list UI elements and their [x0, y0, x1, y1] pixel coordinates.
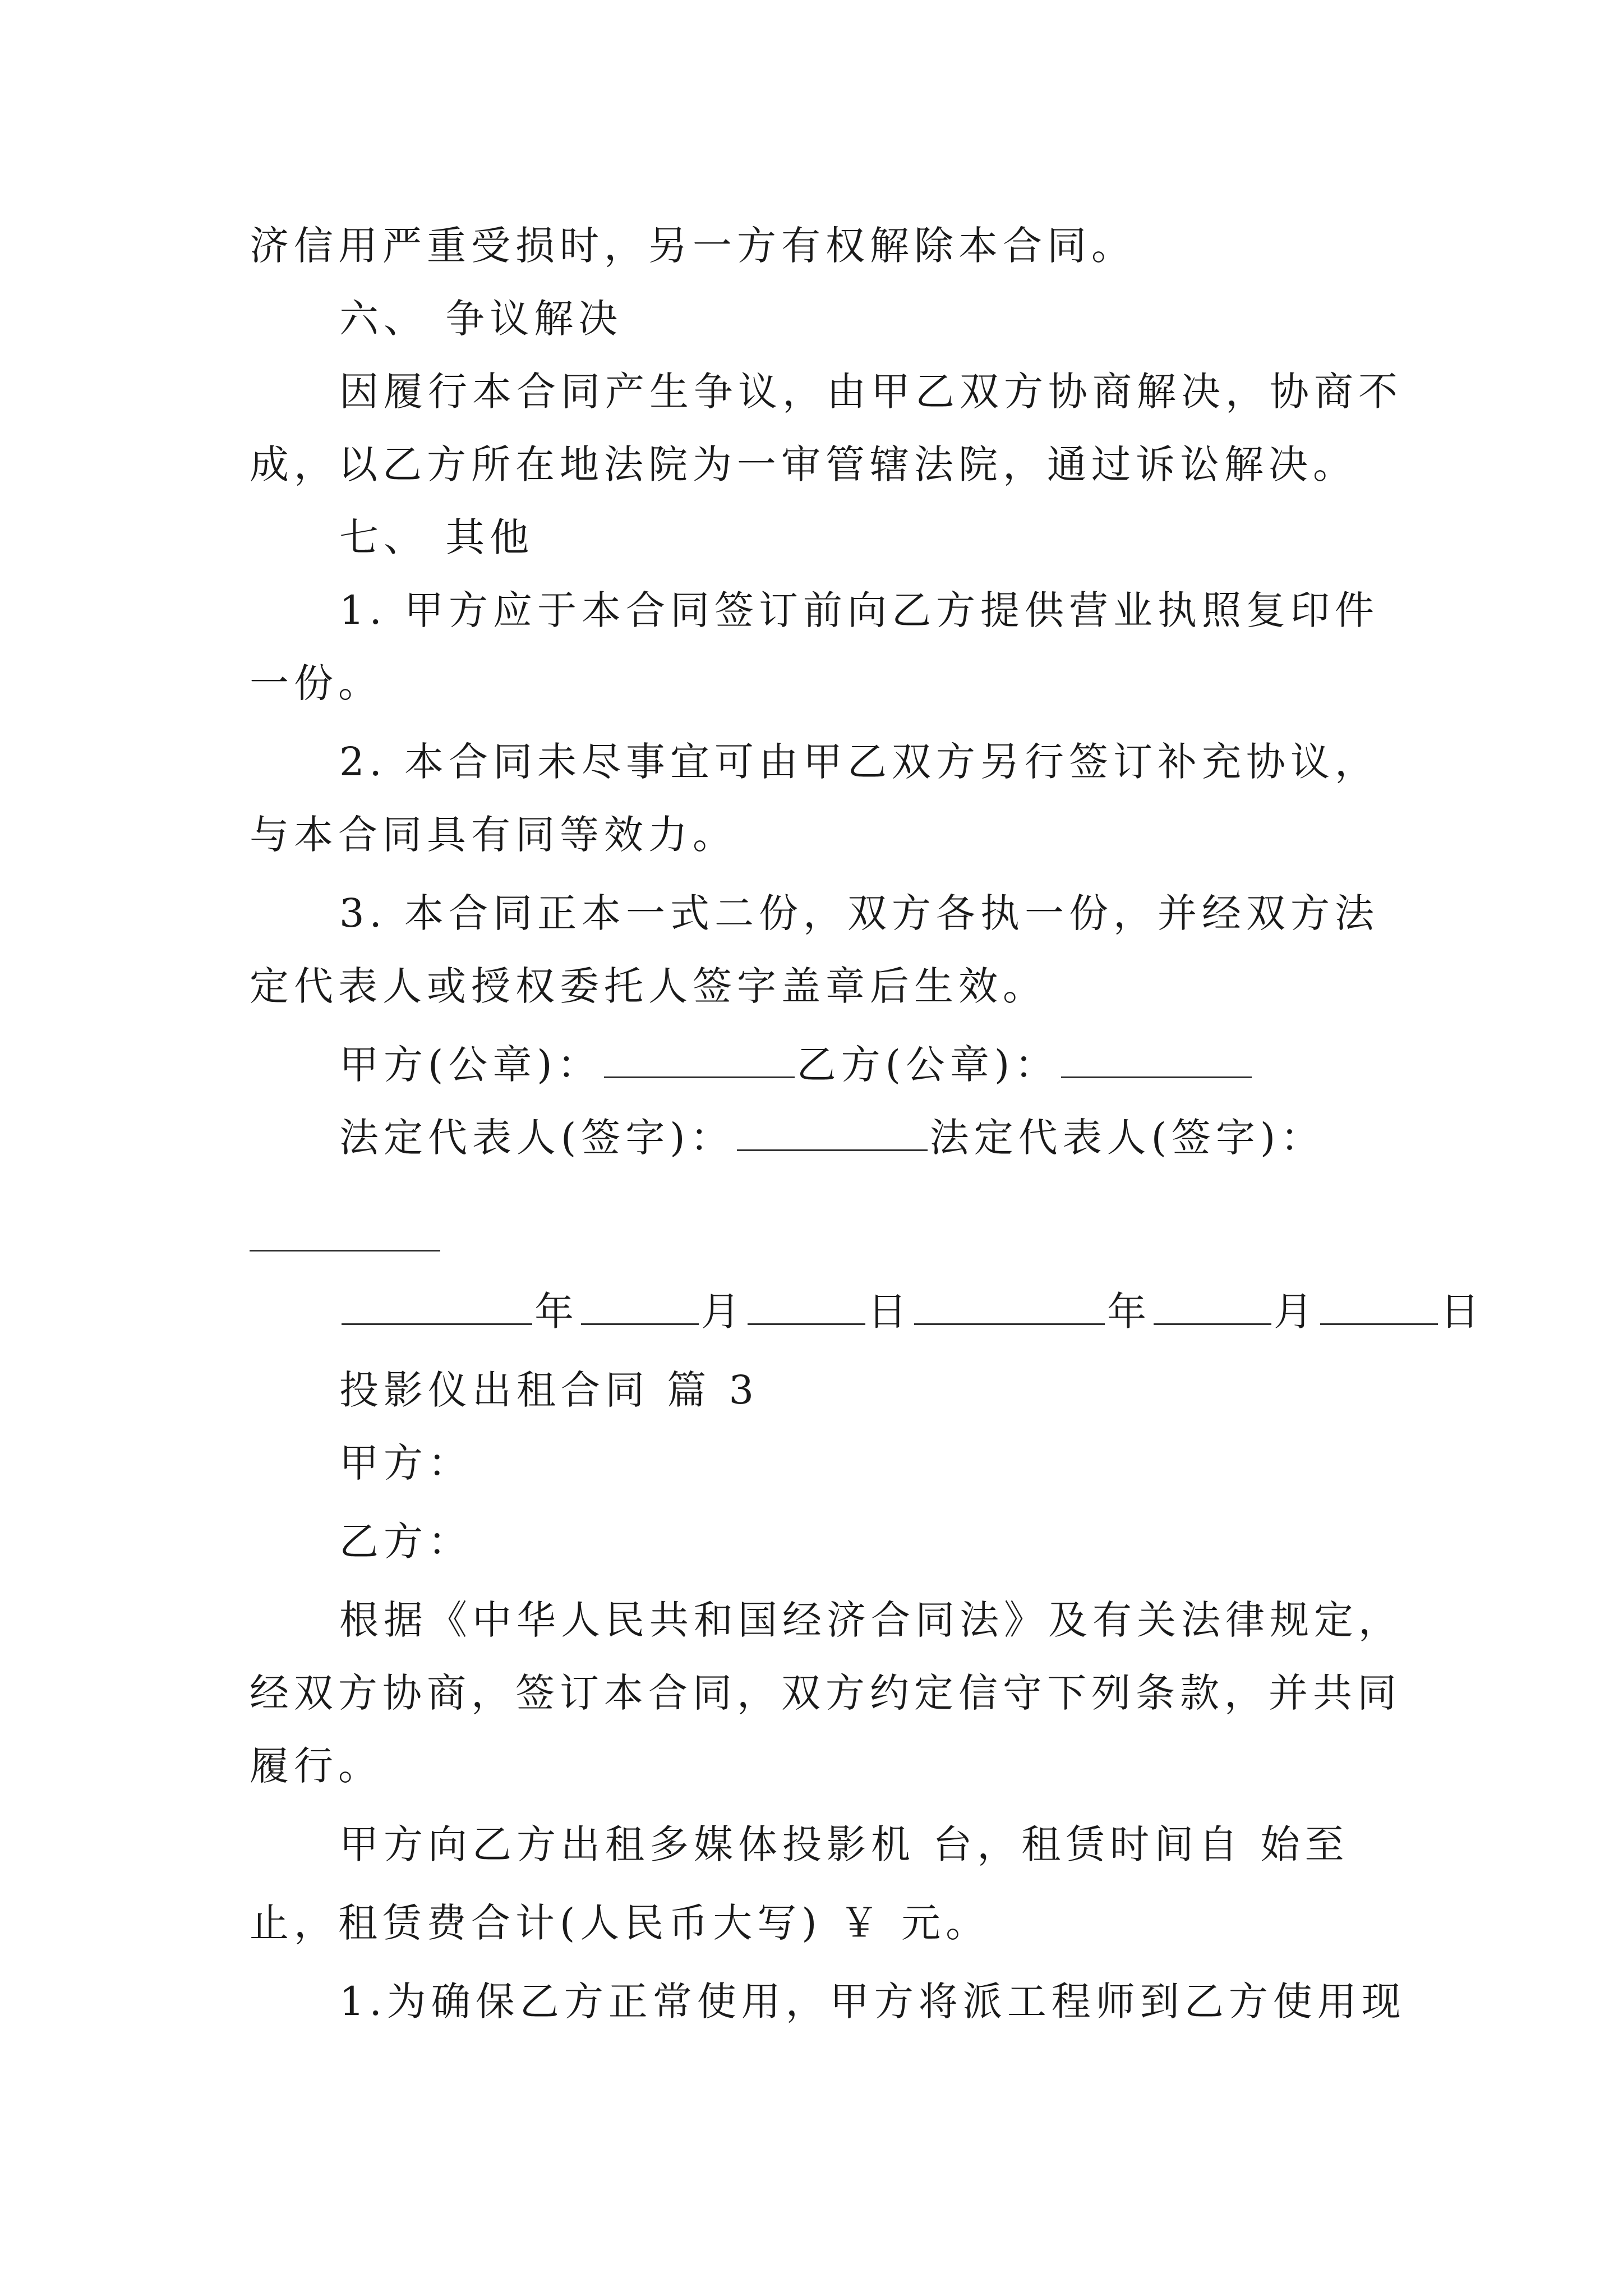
party-b-seal-label: 乙方(公章)： — [796, 1042, 1059, 1088]
day-label: 日 — [868, 1289, 912, 1335]
clause-3: 3. 本合同正本一式二份，双方各执一份，并经双方法 — [339, 890, 1380, 936]
year-label: 年 — [1107, 1289, 1151, 1335]
seal-row — [339, 1037, 1254, 1093]
paragraph-line: 定代表人或授权委托人签字盖章后生效。 — [250, 963, 1047, 1009]
year-label: 年 — [534, 1289, 579, 1335]
paragraph-line: 济信用严重受损时，另一方有权解除本合同。 — [250, 223, 1136, 269]
intro-line-3: 履行。 — [250, 1743, 382, 1789]
party-a-label: 甲方： — [339, 1440, 472, 1486]
paragraph-line: 与本合同具有同等效力。 — [250, 812, 737, 858]
clause-1: 1. 甲方应于本合同签订前向乙方提供营业执照复印件 — [339, 587, 1380, 633]
paragraph-line: 因履行本合同产生争议，由甲乙双方协商解决，协商不 — [339, 369, 1403, 415]
paragraph-line: 一份。 — [250, 660, 382, 706]
party-b-label: 乙方： — [339, 1519, 472, 1565]
section-heading-other: 七、 其他 — [339, 514, 534, 560]
month-blank-a — [581, 1290, 699, 1325]
section-heading-dispute: 六、 争议解决 — [339, 296, 623, 342]
date-row — [339, 1283, 1484, 1340]
day-blank-a — [748, 1290, 865, 1325]
month-blank-b — [1154, 1290, 1271, 1325]
contract-title: 投影仪出租合同 篇 3 — [339, 1367, 759, 1413]
intro-line-1: 根据《中华人民共和国经济合同法》及有关法律规定， — [339, 1597, 1403, 1643]
legal-rep-b-label: 法定代表人(签字)： — [929, 1115, 1325, 1161]
legal-rep-b-blank — [250, 1250, 440, 1251]
legal-rep-a-label: 法定代表人(签字)： — [339, 1115, 735, 1161]
clause-2: 2. 本合同未尽事宜可由甲乙双方另行签订补充协议， — [339, 739, 1380, 785]
day-label: 日 — [1440, 1289, 1484, 1335]
month-label: 月 — [701, 1289, 745, 1335]
rent-line-2: 止，租赁费合计(人民币大写) ￥ 元。 — [250, 1900, 990, 1946]
rent-line-1: 甲方向乙方出租多媒体投影机 台，租赁时间自 始至 — [339, 1821, 1349, 1867]
day-blank-b — [1320, 1290, 1438, 1325]
party-b-seal-blank — [1061, 1043, 1252, 1078]
item-1-line: 1.为确保乙方正常使用，甲方将派工程师到乙方使用现 — [339, 1978, 1406, 2024]
month-label: 月 — [1274, 1289, 1318, 1335]
legal-rep-row — [339, 1110, 1325, 1166]
party-a-seal-label: 甲方(公章)： — [339, 1042, 602, 1088]
year-blank-a — [342, 1290, 532, 1325]
party-a-seal-blank — [604, 1043, 795, 1078]
legal-rep-a-blank — [737, 1116, 928, 1151]
paragraph-line: 成，以乙方所在地法院为一审管辖法院，通过诉讼解决。 — [250, 441, 1357, 487]
intro-line-2: 经双方协商，签订本合同，双方约定信守下列条款，并共同 — [250, 1670, 1401, 1716]
year-blank-b — [914, 1290, 1105, 1325]
